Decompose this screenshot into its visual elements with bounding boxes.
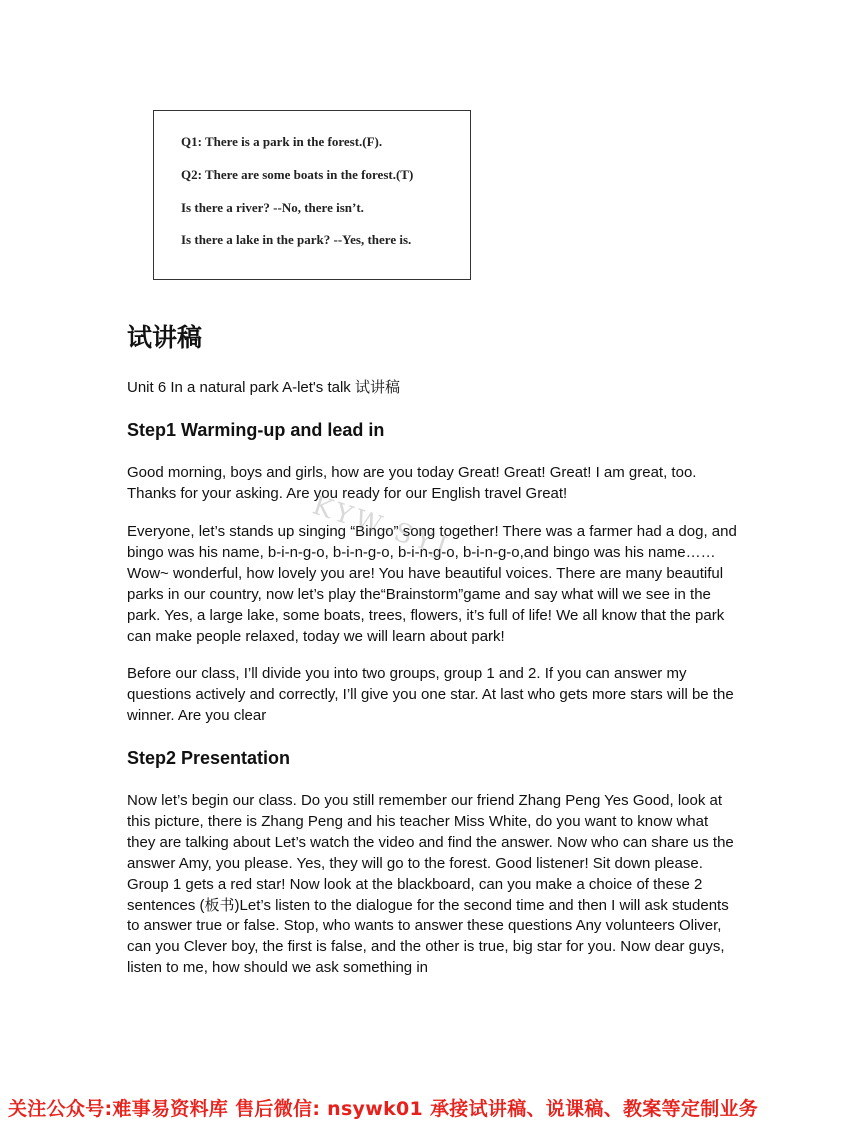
step1-paragraph-2: Everyone, let’s stands up singing “Bingo” song together! There was a farmer had a dog, and bingo was his name, b-i-n-g-o, b-i-n-g-o, b-i-n-g-o, b-i-n-g-o,and bingo was his name……Wow~ wonderful, how lovely you are! You have beautiful voices. There are many beautiful parks in our country, now let’s play the“Brainstorm”game and say what will we see in the park. Yes, a large lake, some boats, trees, flowers, it’s full of life! We all know that the park can make people relaxed, today we will learn about park! [127,523,737,645]
step2-heading: Step2 Presentation [127,748,291,768]
blackboard-box [153,110,471,280]
watermark: KYW-SYJ [308,490,455,564]
step2-paragraph: Now let’s begin our class. Do you still remember our friend Zhang Peng Yes Good, look at this picture, there is Zhang Peng and his teacher Miss White, do you want to know what they are talking about Let’s watch the video and find the answer. Now who can share us the answer Amy, you please. Yes, they will go to the forest. Good listener! Sit down please. Group 1 gets a red star! Now look at the blackboard, can you make a choice of these 2 sentences (板书)Let’s listen to the dialogue for the second time and then I will ask students to answer true or false. Stop, who wants to answer these questions Any volunteers Oliver, can you Clever boy, the first is false, and the other is true, big star for you. Now dear guys, listen to me, how should we ask something in [127,792,734,977]
board-line-q2: Q2: There are some boats in the forest.(T) [181,167,414,182]
page-title: 试讲稿 [127,323,203,352]
document-subtitle: Unit 6 In a natural park A-let's talk 试讲稿 [127,379,400,396]
step1-paragraph-3: Before our class, I’ll divide you into two groups, group 1 and 2. If you can answer my questions actively and correctly, I’ll give you one star. At last who gets more stars will be the winner. Are you clear [127,665,734,724]
step1-paragraph-1: Good morning, boys and girls, how are you today Great! Great! Great! I am great, too. Thanks for your asking. Are you ready for our English travel Great! [127,464,697,502]
step1-heading: Step1 Warming-up and lead in [127,420,385,440]
board-line-q1: Q1: There is a park in the forest.(F). [181,134,383,149]
board-line-river: Is there a river? --No, there isn’t. [181,200,364,215]
board-line-lake: Is there a lake in the park? --Yes, there is. [181,232,412,247]
footer-banner: 关注公众号:难事易资料库 售后微信: nsywk01 承接试讲稿、说课稿、教案等定制业务 [8,1098,759,1120]
